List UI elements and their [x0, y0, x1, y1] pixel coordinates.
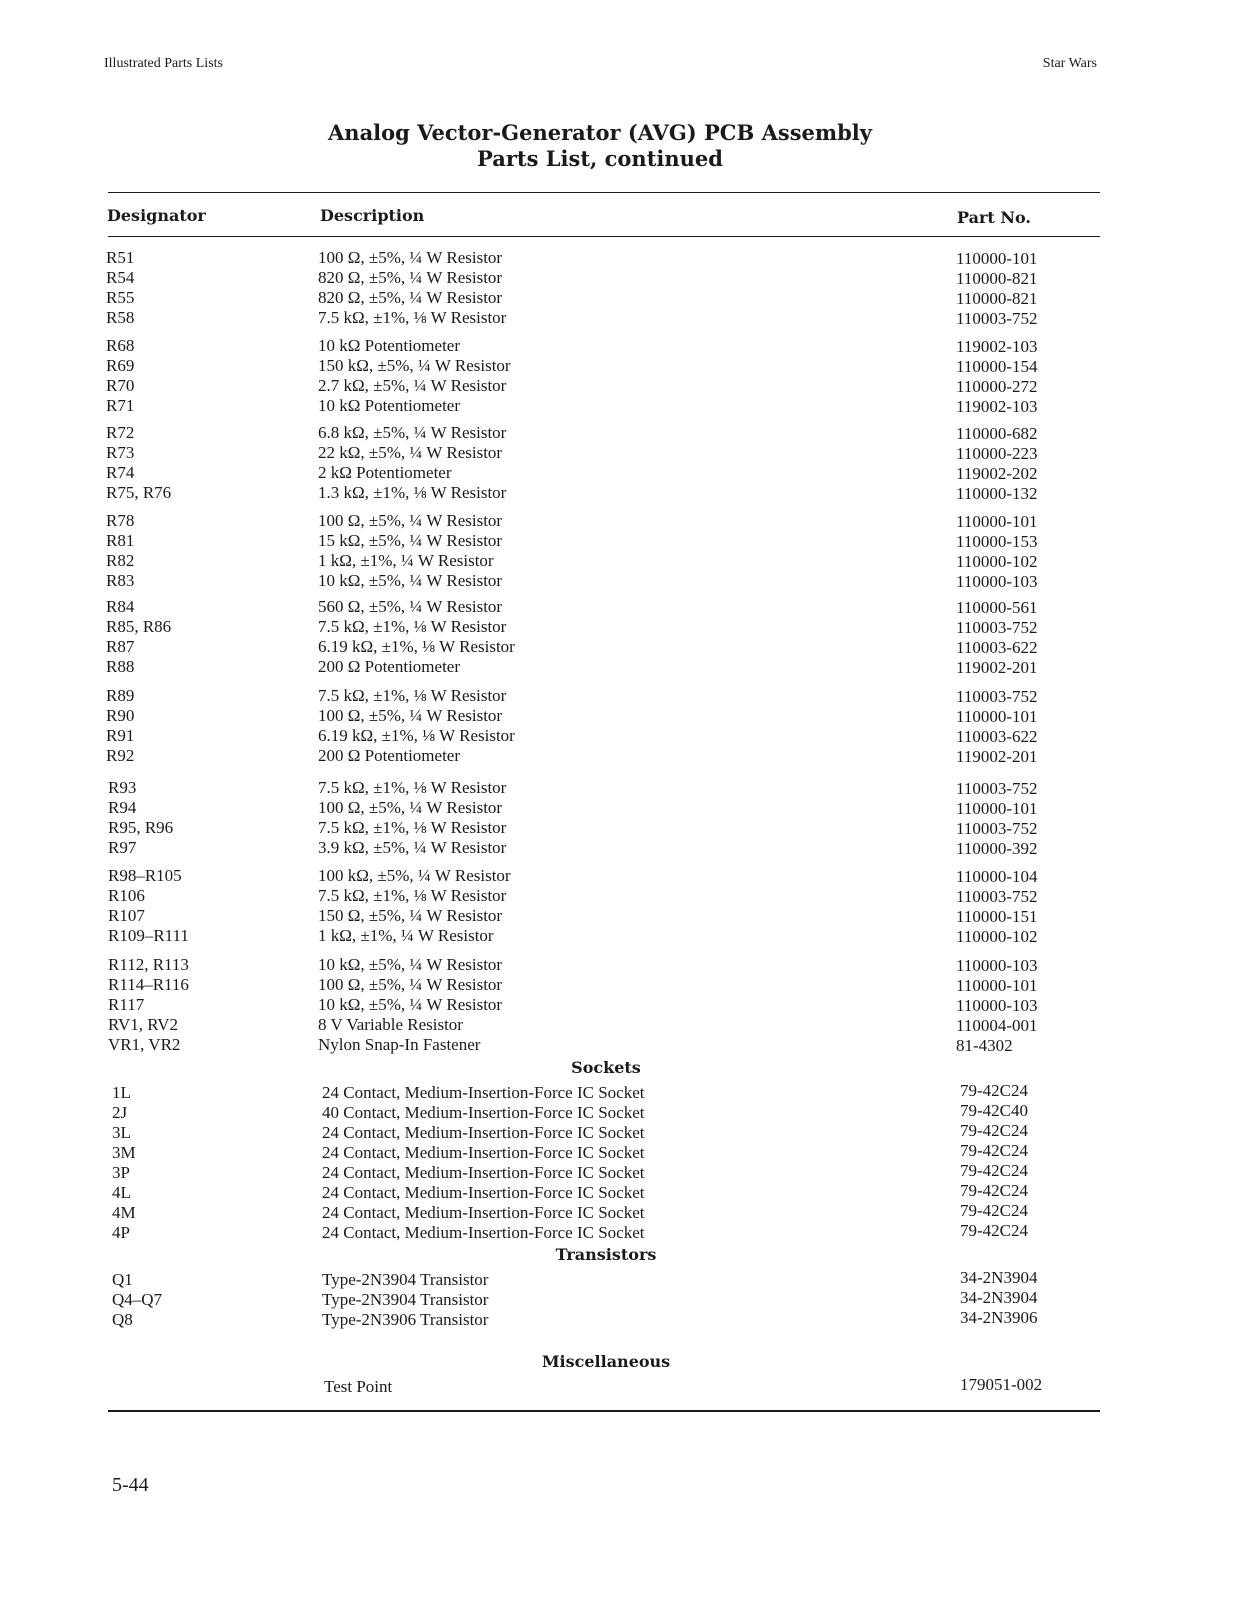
cell-part-no: 110000-101	[956, 976, 1038, 995]
cell-description: 10 kΩ Potentiometer	[318, 336, 461, 355]
cell-part-no: 79-42C24	[960, 1141, 1028, 1160]
cell-designator: R93	[108, 778, 137, 797]
cell-part-no: 81-4302	[956, 1036, 1013, 1055]
cell-description: 24 Contact, Medium-Insertion-Force IC Socket	[322, 1123, 645, 1142]
cell-description: 24 Contact, Medium-Insertion-Force IC Socket	[322, 1083, 645, 1102]
section-heading-transistors: Transistors	[555, 1245, 657, 1264]
cell-designator: R109–R111	[108, 926, 189, 945]
bottom-rule	[108, 1410, 1100, 1412]
running-header-right: Star Wars	[1042, 56, 1097, 71]
cell-description: 1 kΩ, ±1%, ¼ W Resistor	[318, 551, 494, 570]
cell-part-no: 110000-151	[956, 907, 1038, 926]
cell-part-no: 119002-103	[956, 397, 1038, 416]
cell-designator: R112, R113	[108, 955, 189, 974]
cell-part-no: 110000-101	[956, 249, 1038, 268]
cell-part-no: 79-42C24	[960, 1201, 1028, 1220]
cell-designator: Q8	[112, 1310, 133, 1329]
cell-description: 2.7 kΩ, ±5%, ¼ W Resistor	[318, 376, 507, 395]
cell-designator: R78	[106, 511, 135, 530]
cell-description: 24 Contact, Medium-Insertion-Force IC Socket	[322, 1223, 645, 1242]
cell-designator: VR1, VR2	[108, 1035, 181, 1054]
cell-description: 10 kΩ, ±5%, ¼ W Resistor	[318, 571, 503, 590]
cell-part-no: 110000-103	[956, 956, 1038, 975]
cell-designator: R72	[106, 423, 135, 442]
cell-designator: R98–R105	[108, 866, 182, 885]
cell-part-no: 110000-104	[956, 867, 1038, 886]
cell-designator: R95, R96	[108, 818, 174, 837]
cell-description: 820 Ω, ±5%, ¼ W Resistor	[318, 288, 503, 307]
cell-part-no: 110003-752	[956, 618, 1038, 637]
cell-designator: Q1	[112, 1270, 133, 1289]
cell-designator: R70	[106, 376, 135, 395]
cell-description: 15 kΩ, ±5%, ¼ W Resistor	[318, 531, 503, 550]
cell-description: 560 Ω, ±5%, ¼ W Resistor	[318, 597, 503, 616]
column-header-part-no: Part No.	[957, 208, 1031, 227]
cell-description: 3.9 kΩ, ±5%, ¼ W Resistor	[318, 838, 507, 857]
cell-description: 2 kΩ Potentiometer	[318, 463, 452, 482]
cell-description: 10 kΩ, ±5%, ¼ W Resistor	[318, 995, 503, 1014]
cell-designator: 1L	[112, 1083, 131, 1102]
cell-part-no: 110000-132	[956, 484, 1038, 503]
cell-part-no: 110000-102	[956, 552, 1038, 571]
cell-description: 100 Ω, ±5%, ¼ W Resistor	[318, 511, 503, 530]
cell-description: 100 Ω, ±5%, ¼ W Resistor	[318, 248, 503, 267]
cell-description: 7.5 kΩ, ±1%, ⅛ W Resistor	[318, 617, 507, 636]
cell-description: Test Point	[324, 1377, 393, 1396]
column-header-description: Description	[320, 206, 425, 225]
cell-part-no: 79-42C24	[960, 1121, 1028, 1140]
cell-designator: R69	[106, 356, 135, 375]
cell-description: 7.5 kΩ, ±1%, ⅛ W Resistor	[318, 818, 507, 837]
cell-description: Type-2N3904 Transistor	[322, 1270, 489, 1289]
cell-part-no: 110000-101	[956, 707, 1038, 726]
cell-designator: R82	[106, 551, 135, 570]
cell-designator: R114–R116	[108, 975, 189, 994]
page-title-line-1: Analog Vector-Generator (AVG) PCB Assembly	[328, 120, 872, 145]
cell-designator: R90	[106, 706, 135, 725]
cell-designator: R88	[106, 657, 135, 676]
cell-part-no: 34-2N3906	[960, 1308, 1038, 1327]
cell-description: 6.19 kΩ, ±1%, ⅛ W Resistor	[318, 726, 515, 745]
cell-designator: R84	[106, 597, 135, 616]
cell-designator: R51	[106, 248, 135, 267]
cell-description: 6.19 kΩ, ±1%, ⅛ W Resistor	[318, 637, 515, 656]
cell-description: 100 Ω, ±5%, ¼ W Resistor	[318, 706, 503, 725]
cell-description: Type-2N3906 Transistor	[322, 1310, 489, 1329]
cell-part-no: 110003-752	[956, 779, 1038, 798]
cell-designator: R91	[106, 726, 135, 745]
cell-designator: R71	[106, 396, 135, 415]
cell-description: 10 kΩ, ±5%, ¼ W Resistor	[318, 955, 503, 974]
cell-description: 40 Contact, Medium-Insertion-Force IC Socket	[322, 1103, 645, 1122]
cell-part-no: 110000-272	[956, 377, 1038, 396]
cell-description: 200 Ω Potentiometer	[318, 657, 461, 676]
cell-designator: R106	[108, 886, 145, 905]
cell-part-no: 110000-561	[956, 598, 1038, 617]
cell-designator: R58	[106, 308, 135, 327]
cell-part-no: 110003-752	[956, 309, 1038, 328]
cell-part-no: 110000-392	[956, 839, 1038, 858]
cell-description: 7.5 kΩ, ±1%, ⅛ W Resistor	[318, 886, 507, 905]
cell-description: 150 kΩ, ±5%, ¼ W Resistor	[318, 356, 511, 375]
cell-designator: R73	[106, 443, 135, 462]
cell-part-no: 110000-223	[956, 444, 1038, 463]
cell-designator: 3P	[112, 1163, 130, 1182]
cell-designator: R74	[106, 463, 135, 482]
cell-description: 24 Contact, Medium-Insertion-Force IC Socket	[322, 1203, 645, 1222]
cell-description: 7.5 kΩ, ±1%, ⅛ W Resistor	[318, 686, 507, 705]
cell-part-no: 110000-821	[956, 289, 1038, 308]
cell-designator: R117	[108, 995, 145, 1014]
cell-description: 8 V Variable Resistor	[318, 1015, 463, 1034]
cell-description: 22 kΩ, ±5%, ¼ W Resistor	[318, 443, 503, 462]
cell-part-no: 110000-103	[956, 572, 1038, 591]
cell-description: 10 kΩ Potentiometer	[318, 396, 461, 415]
section-heading-sockets: Sockets	[571, 1058, 641, 1077]
cell-description: 24 Contact, Medium-Insertion-Force IC Socket	[322, 1163, 645, 1182]
cell-description: 200 Ω Potentiometer	[318, 746, 461, 765]
cell-part-no: 110003-622	[956, 727, 1038, 746]
cell-part-no: 110000-103	[956, 996, 1038, 1015]
cell-part-no: 119002-202	[956, 464, 1038, 483]
cell-description: Nylon Snap-In Fastener	[318, 1035, 481, 1054]
cell-designator: 4M	[112, 1203, 136, 1222]
cell-description: Type-2N3904 Transistor	[322, 1290, 489, 1309]
cell-designator: 2J	[112, 1103, 128, 1122]
cell-part-no: 110000-101	[956, 512, 1038, 531]
cell-designator: 4P	[112, 1223, 130, 1242]
cell-description: 1.3 kΩ, ±1%, ⅛ W Resistor	[318, 483, 507, 502]
page-title-line-2: Parts List, continued	[477, 146, 723, 171]
cell-designator: R75, R76	[106, 483, 172, 502]
cell-designator: R81	[106, 531, 135, 550]
cell-part-no: 119002-103	[956, 337, 1038, 356]
cell-description: 100 Ω, ±5%, ¼ W Resistor	[318, 975, 503, 994]
cell-part-no: 110004-001	[956, 1016, 1038, 1035]
cell-description: 7.5 kΩ, ±1%, ⅛ W Resistor	[318, 308, 507, 327]
cell-designator: RV1, RV2	[108, 1015, 179, 1034]
cell-description: 100 Ω, ±5%, ¼ W Resistor	[318, 798, 503, 817]
cell-designator: R68	[106, 336, 135, 355]
cell-designator: Q4–Q7	[112, 1290, 163, 1309]
page-number: 5-44	[112, 1474, 149, 1496]
cell-part-no: 110000-153	[956, 532, 1038, 551]
cell-part-no: 79-42C24	[960, 1161, 1028, 1180]
cell-designator: R94	[108, 798, 137, 817]
cell-designator: 3L	[112, 1123, 131, 1142]
cell-designator: R107	[108, 906, 145, 925]
cell-part-no: 110003-752	[956, 687, 1038, 706]
cell-designator: R54	[106, 268, 135, 287]
cell-description: 24 Contact, Medium-Insertion-Force IC Socket	[322, 1143, 645, 1162]
cell-part-no: 34-2N3904	[960, 1288, 1038, 1307]
cell-designator: R87	[106, 637, 135, 656]
cell-part-no: 79-42C24	[960, 1221, 1028, 1240]
cell-description: 1 kΩ, ±1%, ¼ W Resistor	[318, 926, 494, 945]
cell-description: 6.8 kΩ, ±5%, ¼ W Resistor	[318, 423, 507, 442]
cell-description: 150 Ω, ±5%, ¼ W Resistor	[318, 906, 503, 925]
section-heading-miscellaneous: Miscellaneous	[541, 1352, 671, 1371]
running-header-left: Illustrated Parts Lists	[104, 56, 223, 71]
cell-description: 820 Ω, ±5%, ¼ W Resistor	[318, 268, 503, 287]
cell-part-no: 110003-622	[956, 638, 1038, 657]
cell-part-no: 110000-154	[956, 357, 1038, 376]
cell-part-no: 110003-752	[956, 819, 1038, 838]
cell-part-no: 110003-752	[956, 887, 1038, 906]
cell-part-no: 34-2N3904	[960, 1268, 1038, 1287]
cell-designator: 3M	[112, 1143, 136, 1162]
cell-designator: R83	[106, 571, 135, 590]
cell-part-no: 179051-002	[960, 1375, 1043, 1394]
cell-designator: 4L	[112, 1183, 131, 1202]
cell-description: 24 Contact, Medium-Insertion-Force IC Socket	[322, 1183, 645, 1202]
cell-part-no: 119002-201	[956, 658, 1038, 677]
cell-part-no: 119002-201	[956, 747, 1038, 766]
cell-part-no: 79-42C24	[960, 1081, 1028, 1100]
cell-designator: R55	[106, 288, 135, 307]
cell-part-no: 110000-101	[956, 799, 1038, 818]
cell-description: 100 kΩ, ±5%, ¼ W Resistor	[318, 866, 511, 885]
cell-part-no: 110000-682	[956, 424, 1038, 443]
cell-part-no: 110000-102	[956, 927, 1038, 946]
cell-description: 7.5 kΩ, ±1%, ⅛ W Resistor	[318, 778, 507, 797]
cell-designator: R92	[106, 746, 135, 765]
cell-part-no: 79-42C24	[960, 1181, 1028, 1200]
cell-designator: R89	[106, 686, 135, 705]
cell-part-no: 79-42C40	[960, 1101, 1028, 1120]
cell-part-no: 110000-821	[956, 269, 1038, 288]
cell-designator: R97	[108, 838, 137, 857]
cell-designator: R85, R86	[106, 617, 172, 636]
column-header-designator: Designator	[107, 206, 206, 225]
